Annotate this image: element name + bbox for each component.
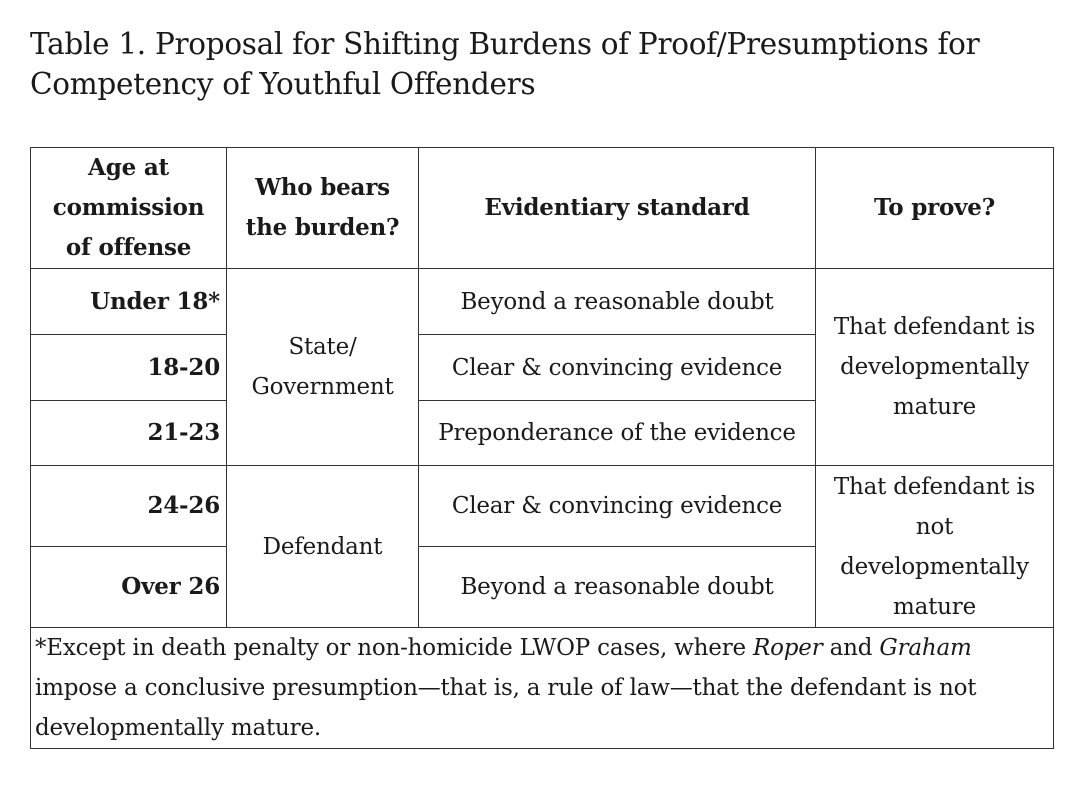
header-prove: To prove?	[816, 148, 1054, 269]
burden-table	[30, 147, 1054, 749]
standard-cell: Beyond a reasonable doubt	[419, 269, 816, 335]
header-row	[31, 148, 1054, 269]
footnote-line-3: developmentally mature.	[35, 715, 321, 741]
footnote-row	[31, 628, 1054, 749]
header-who: Who bears the burden?	[227, 148, 419, 269]
table-title	[30, 24, 1070, 104]
age-cell: 21-23	[31, 401, 227, 466]
age-cell: Under 18*	[31, 269, 227, 335]
header-standard: Evidentiary standard	[419, 148, 816, 269]
age-cell: Over 26	[31, 547, 227, 628]
burden-defendant-cell: Defendant	[227, 466, 419, 628]
header-age: Age at commission of offense	[31, 148, 227, 269]
age-cell: 18-20	[31, 335, 227, 401]
prove-state-cell: That defendant is developmentally mature	[816, 269, 1054, 466]
table-row	[31, 269, 1054, 335]
standard-cell: Beyond a reasonable doubt	[419, 547, 816, 628]
standard-cell: Preponderance of the evidence	[419, 401, 816, 466]
table-row	[31, 466, 1054, 547]
burden-state-cell: State/ Government	[227, 269, 419, 466]
footnote-line-1: *Except in death penalty or non-homicide LWOP cases, where Roper and Graham	[35, 635, 972, 661]
age-cell: 24-26	[31, 466, 227, 547]
prove-defendant-cell: That defendant is not developmentally mature	[816, 466, 1054, 628]
standard-cell: Clear & convincing evidence	[419, 335, 816, 401]
title-line-1: Table 1. Proposal for Shifting Burdens of Proof/Presumptions for	[30, 27, 980, 61]
footnote	[31, 628, 1054, 749]
footnote-line-2: impose a conclusive presumption—that is, a rule of law—that the defendant is not	[35, 675, 977, 701]
standard-cell: Clear & convincing evidence	[419, 466, 816, 547]
title-line-2: Competency of Youthful Offenders	[30, 67, 536, 101]
